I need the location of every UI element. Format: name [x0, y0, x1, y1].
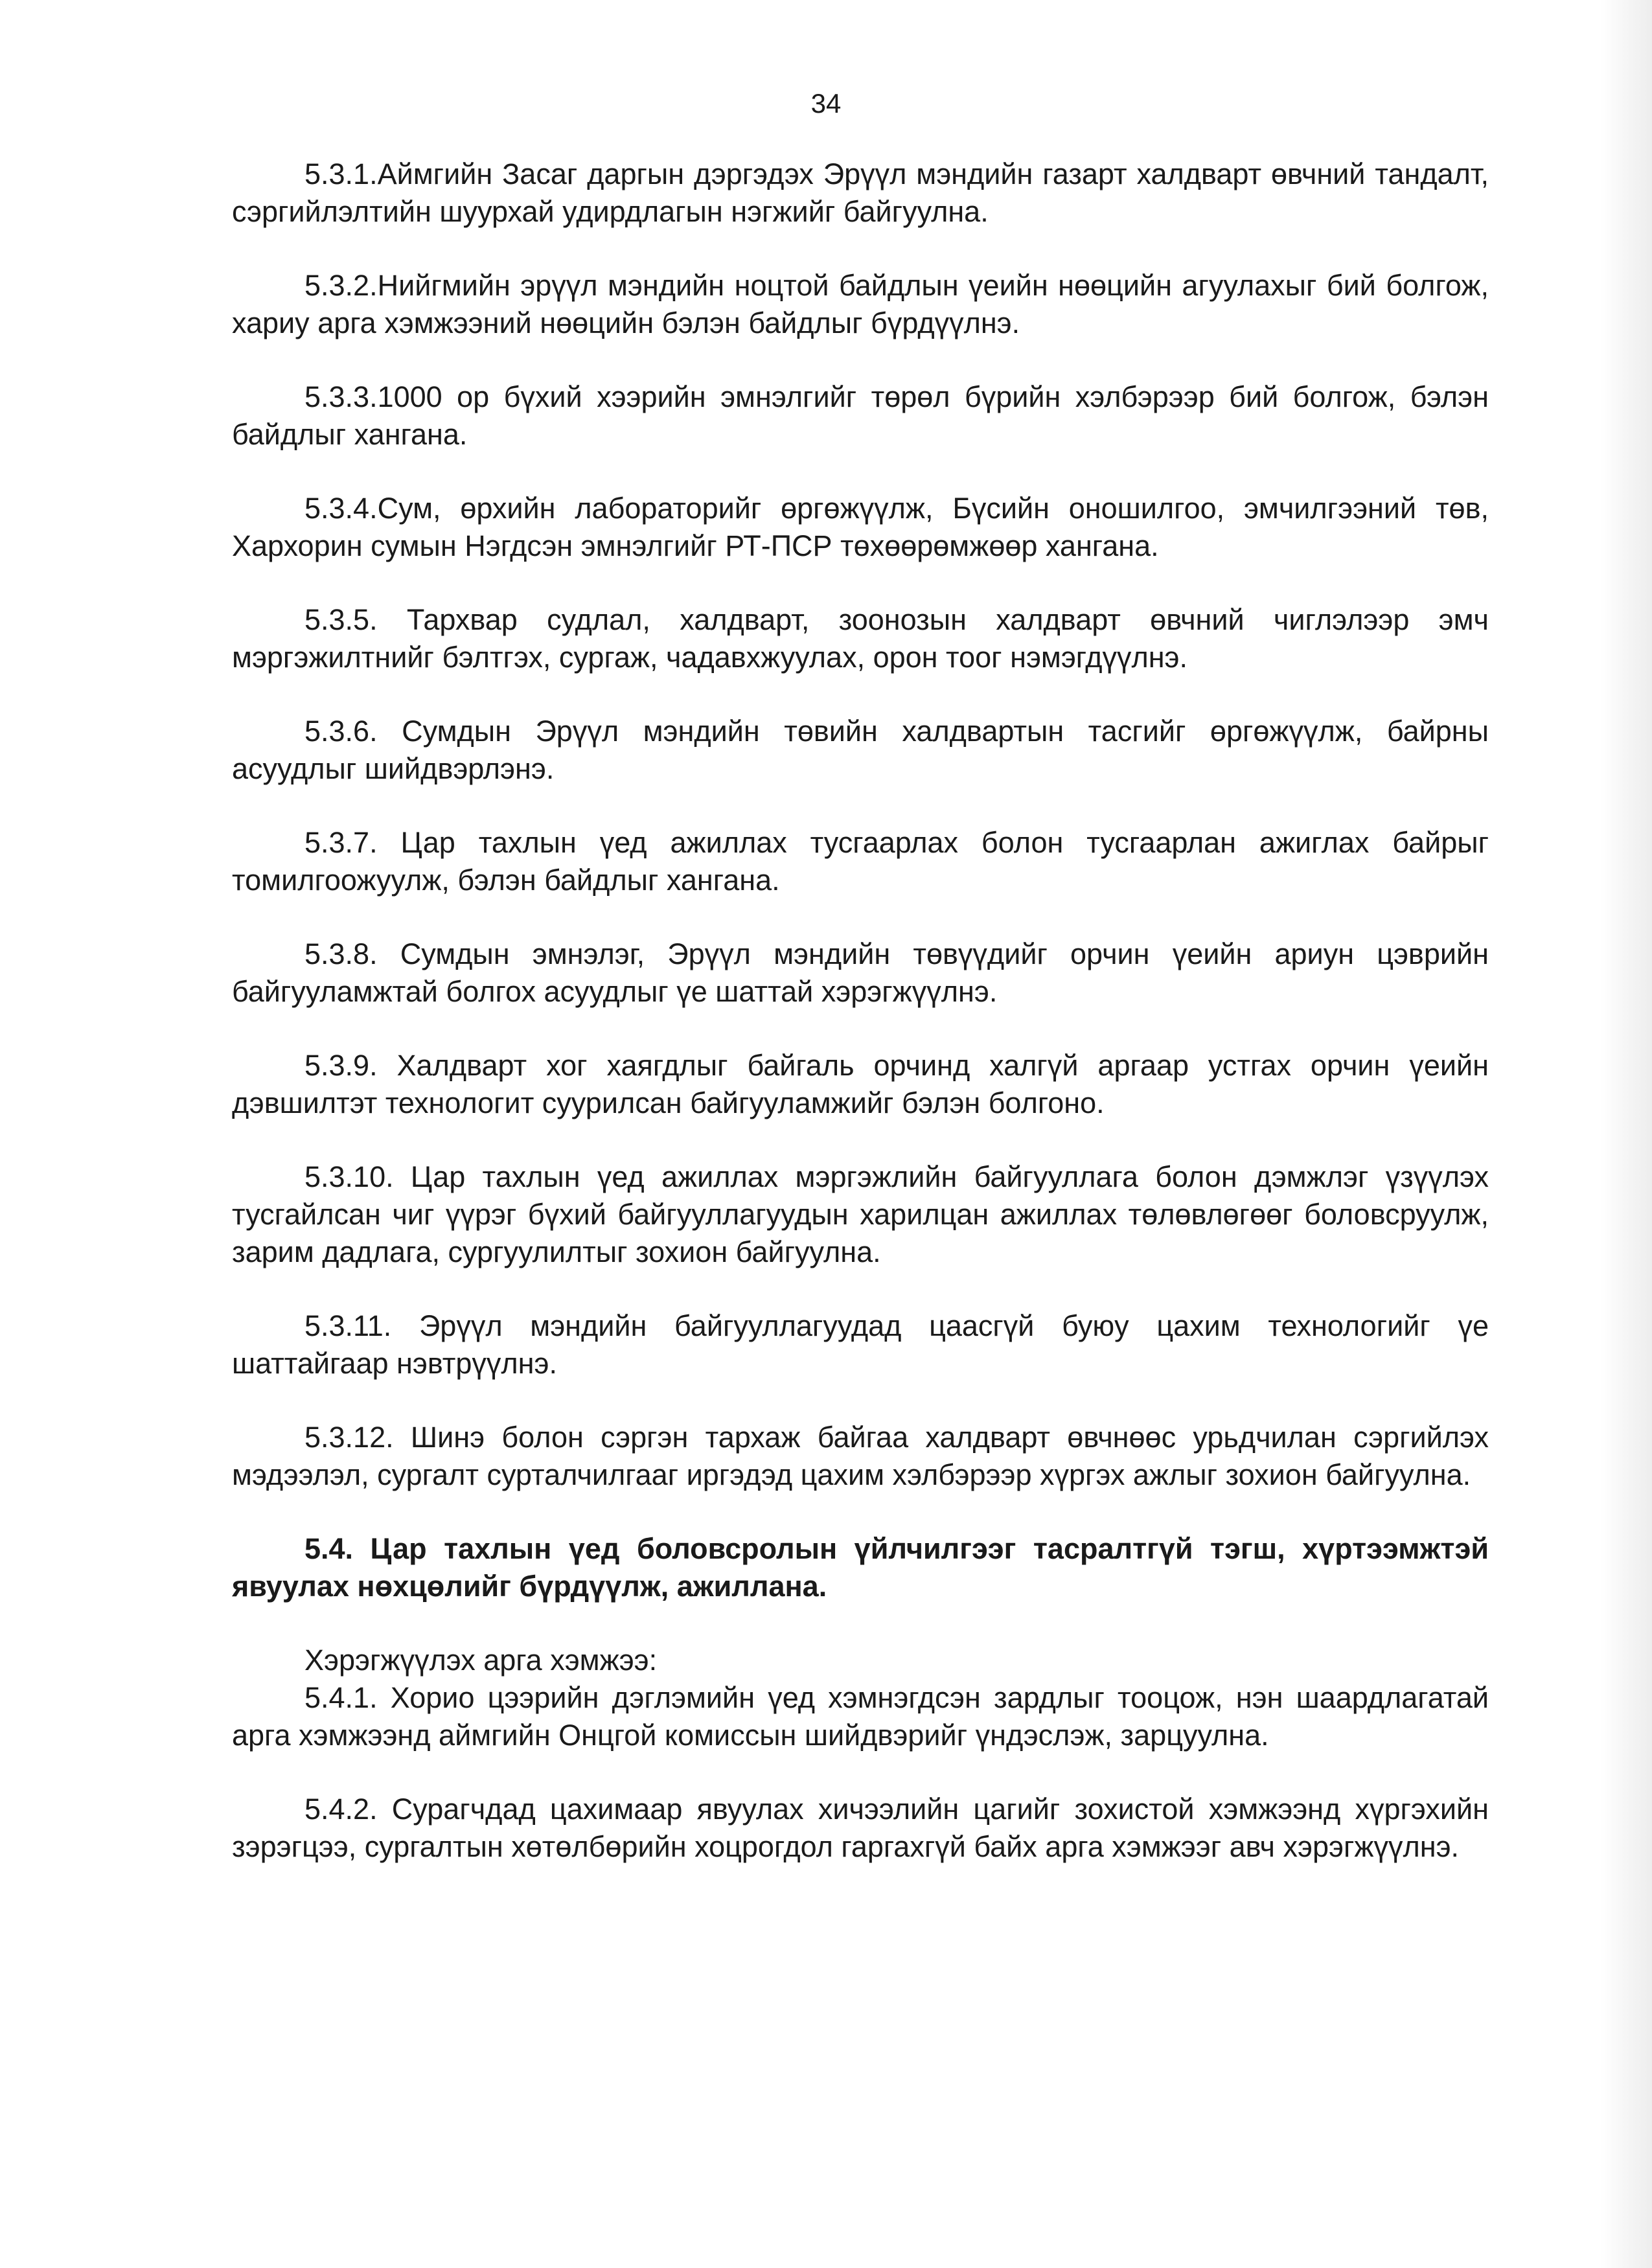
paragraph-5-3-3: 5.3.3.1000 ор бүхий хээрийн эмнэлгийг төрөл бүрийн хэлбэрээр бий болгож, бэлэн байдлыг хангана. — [232, 380, 1489, 451]
paragraph-5-3-7: 5.3.7. Цар тахлын үед ажиллах тусгаарлах болон тусгаарлан ажиглах байрыг томилгоожуулж, бэлэн байдлыг хангана. — [232, 826, 1489, 897]
paragraph-5-3-4: 5.3.4.Сум, өрхийн лабораторийг өргөжүүлж, Бүсийн оношилгоо, эмчилгээний төв, Хархорин сумын Нэгдсэн эмнэлгийг РТ-ПСР төхөөрөмжөөр хангана. — [232, 492, 1489, 562]
paragraph-5-3-1: 5.3.1.Аймгийн Засаг даргын дэргэдэх Эрүүл мэндийн газарт халдварт өвчний тандалт, сэргийлэлтийн шуурхай удирдлагын нэгжийг байгуулна. — [232, 157, 1489, 228]
document-body — [232, 155, 1489, 1902]
scan-edge — [1600, 0, 1652, 2268]
paragraph-5-3-2: 5.3.2.Нийгмийн эрүүл мэндийн ноцтой байдлын үеийн нөөцийн агуулахыг бий болгож, хариу арга хэмжээний нөөцийн бэлэн байдлыг бүрдүүлнэ. — [232, 269, 1489, 339]
paragraph-5-3-8: 5.3.8. Сумдын эмнэлэг, Эрүүл мэндийн төвүүдийг орчин үеийн ариун цэврийн байгууламжтай болгох асуудлыг үе шаттай хэрэгжүүлнэ. — [232, 937, 1489, 1008]
paragraph-5-4-2: 5.4.2. Сурагчдад цахимаар явуулах хичээлийн цагийг зохистой хэмжээнд хүргэхийн зэрэгцээ, сургалтын хөтөлбөрийн хоцрогдол гаргахгүй байх арга хэмжээг авч хэрэгжүүлнэ. — [232, 1793, 1489, 1863]
paragraph-5-4-1: 5.4.1. Хорио цээрийн дэглэмийн үед хэмнэгдсэн зардлыг тооцож, нэн шаардлагатай арга хэмжээнд аймгийн Онцгой комиссын шийдвэрийг үндэслэж, зарцуулна. — [232, 1681, 1489, 1752]
paragraph-5-3-5: 5.3.5. Тархвар судлал, халдварт, зоонозын халдварт өвчний чиглэлээр эмч мэргэжилтнийг бэлтгэх, сургаж, чадавхжуулах, орон тоог нэмэгдүүлнэ. — [232, 603, 1489, 674]
measures-label: Хэрэгжүүлэх арга хэмжээ: — [304, 1644, 658, 1677]
page-number: 34 — [810, 88, 842, 119]
section-heading-5-4: 5.4. Цар тахлын үед боловсролын үйлчилгээг тасралтгүй тэгш, хүртээмжтэй явуулах нөхцөлийг бүрдүүлж, ажиллана. — [232, 1532, 1489, 1603]
paragraph-5-3-10: 5.3.10. Цар тахлын үед ажиллах мэргэжлийн байгууллага болон дэмжлэг үзүүлэх тусгайлсан чиг үүрэг бүхий байгууллагуудын харилцан ажиллах төлөвлөгөөг боловсруулж, зарим дадлага, сургуулилтыг зохион байгуулна. — [232, 1160, 1489, 1268]
paragraph-5-3-11: 5.3.11. Эрүүл мэндийн байгууллагуудад цаасгүй буюу цахим технологийг үе шаттайгаар нэвтрүүлнэ. — [232, 1309, 1489, 1380]
paragraph-5-3-12: 5.3.12. Шинэ болон сэргэн тархаж байгаа халдварт өвчнөөс урьдчилан сэргийлэх мэдээлэл, сургалт сурталчилгааг иргэдэд цахим хэлбэрээр хүргэх ажлыг зохион байгуулна. — [232, 1421, 1489, 1491]
paragraph-5-3-9: 5.3.9. Халдварт хог хаягдлыг байгаль орчинд халгүй аргаар устгах орчин үеийн дэвшилтэт технологит суурилсан байгууламжийг бэлэн болгоно. — [232, 1049, 1489, 1119]
paragraph-5-3-6: 5.3.6. Сумдын Эрүүл мэндийн төвийн халдвартын тасгийг өргөжүүлж, байрны асуудлыг шийдвэрлэнэ. — [232, 715, 1489, 785]
